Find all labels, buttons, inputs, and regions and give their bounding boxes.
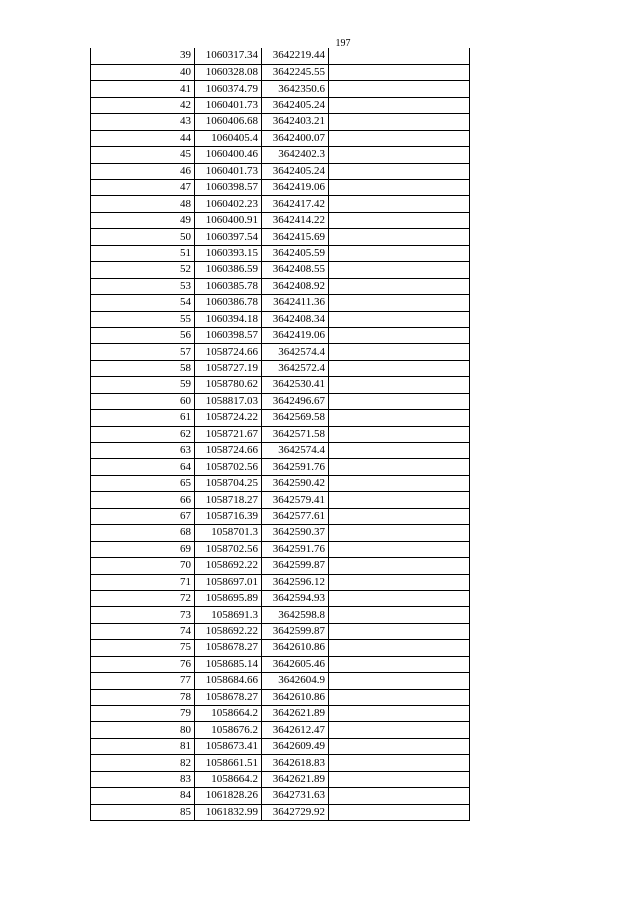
- y-coordinate-cell: 3642530.41: [262, 377, 329, 393]
- x-coordinate-cell: 1058721.67: [195, 426, 262, 442]
- empty-cell: [329, 508, 470, 524]
- point-number-cell: 70: [91, 558, 195, 574]
- point-number-cell: 49: [91, 212, 195, 228]
- empty-cell: [329, 640, 470, 656]
- x-coordinate-cell: 1061828.26: [195, 788, 262, 804]
- x-coordinate-cell: 1058661.51: [195, 755, 262, 771]
- x-coordinate-cell: 1058673.41: [195, 738, 262, 754]
- empty-cell: [329, 426, 470, 442]
- y-coordinate-cell: 3642577.61: [262, 508, 329, 524]
- x-coordinate-cell: 1060405.4: [195, 130, 262, 146]
- table-row: [91, 114, 470, 130]
- table-row: [91, 673, 470, 689]
- point-number-cell: 77: [91, 673, 195, 689]
- x-coordinate-cell: 1060328.08: [195, 64, 262, 80]
- y-coordinate-cell: 3642604.9: [262, 673, 329, 689]
- table-row: [91, 492, 470, 508]
- coordinate-table-body: [91, 48, 470, 821]
- y-coordinate-cell: 3642411.36: [262, 295, 329, 311]
- empty-cell: [329, 229, 470, 245]
- table-row: [91, 788, 470, 804]
- x-coordinate-cell: 1058724.66: [195, 344, 262, 360]
- point-number-cell: 53: [91, 278, 195, 294]
- empty-cell: [329, 311, 470, 327]
- point-number-cell: 65: [91, 475, 195, 491]
- empty-cell: [329, 147, 470, 163]
- point-number-cell: 55: [91, 311, 195, 327]
- table-row: [91, 508, 470, 524]
- table-row: [91, 541, 470, 557]
- empty-cell: [329, 114, 470, 130]
- table-row: [91, 640, 470, 656]
- point-number-cell: 51: [91, 245, 195, 261]
- x-coordinate-cell: 1058685.14: [195, 656, 262, 672]
- point-number-cell: 68: [91, 525, 195, 541]
- table-row: [91, 607, 470, 623]
- y-coordinate-cell: 3642731.63: [262, 788, 329, 804]
- x-coordinate-cell: 1060406.68: [195, 114, 262, 130]
- y-coordinate-cell: 3642621.89: [262, 706, 329, 722]
- point-number-cell: 45: [91, 147, 195, 163]
- y-coordinate-cell: 3642419.06: [262, 327, 329, 343]
- table-row: [91, 327, 470, 343]
- x-coordinate-cell: 1058780.62: [195, 377, 262, 393]
- y-coordinate-cell: 3642605.46: [262, 656, 329, 672]
- empty-cell: [329, 262, 470, 278]
- empty-cell: [329, 771, 470, 787]
- point-number-cell: 47: [91, 180, 195, 196]
- x-coordinate-cell: 1060401.73: [195, 97, 262, 113]
- empty-cell: [329, 722, 470, 738]
- x-coordinate-cell: 1058724.66: [195, 443, 262, 459]
- y-coordinate-cell: 3642414.22: [262, 212, 329, 228]
- point-number-cell: 75: [91, 640, 195, 656]
- y-coordinate-cell: 3642219.44: [262, 48, 329, 64]
- y-coordinate-cell: 3642590.42: [262, 475, 329, 491]
- point-number-cell: 83: [91, 771, 195, 787]
- x-coordinate-cell: 1058692.22: [195, 558, 262, 574]
- point-number-cell: 54: [91, 295, 195, 311]
- table-row: [91, 525, 470, 541]
- table-row: [91, 426, 470, 442]
- table-row: [91, 262, 470, 278]
- empty-cell: [329, 804, 470, 820]
- y-coordinate-cell: 3642599.87: [262, 558, 329, 574]
- empty-cell: [329, 541, 470, 557]
- x-coordinate-cell: 1060386.78: [195, 295, 262, 311]
- table-row: [91, 81, 470, 97]
- table-row: [91, 278, 470, 294]
- y-coordinate-cell: 3642596.12: [262, 574, 329, 590]
- table-row: [91, 459, 470, 475]
- y-coordinate-cell: 3642610.86: [262, 640, 329, 656]
- x-coordinate-cell: 1060402.23: [195, 196, 262, 212]
- x-coordinate-cell: 1058691.3: [195, 607, 262, 623]
- point-number-cell: 43: [91, 114, 195, 130]
- coordinate-table: [90, 48, 470, 821]
- y-coordinate-cell: 3642599.87: [262, 623, 329, 639]
- table-row: [91, 344, 470, 360]
- x-coordinate-cell: 1058695.89: [195, 590, 262, 606]
- point-number-cell: 63: [91, 443, 195, 459]
- point-number-cell: 44: [91, 130, 195, 146]
- y-coordinate-cell: 3642408.34: [262, 311, 329, 327]
- point-number-cell: 48: [91, 196, 195, 212]
- empty-cell: [329, 755, 470, 771]
- table-row: [91, 443, 470, 459]
- x-coordinate-cell: 1058697.01: [195, 574, 262, 590]
- table-row: [91, 771, 470, 787]
- table-row: [91, 475, 470, 491]
- empty-cell: [329, 163, 470, 179]
- empty-cell: [329, 245, 470, 261]
- empty-cell: [329, 278, 470, 294]
- empty-cell: [329, 788, 470, 804]
- y-coordinate-cell: 3642405.59: [262, 245, 329, 261]
- y-coordinate-cell: 3642405.24: [262, 97, 329, 113]
- x-coordinate-cell: 1058664.2: [195, 706, 262, 722]
- x-coordinate-cell: 1060397.54: [195, 229, 262, 245]
- empty-cell: [329, 558, 470, 574]
- point-number-cell: 57: [91, 344, 195, 360]
- table-row: [91, 689, 470, 705]
- table-row: [91, 97, 470, 113]
- y-coordinate-cell: 3642408.55: [262, 262, 329, 278]
- point-number-cell: 41: [91, 81, 195, 97]
- y-coordinate-cell: 3642400.07: [262, 130, 329, 146]
- point-number-cell: 84: [91, 788, 195, 804]
- point-number-cell: 59: [91, 377, 195, 393]
- x-coordinate-cell: 1058678.27: [195, 689, 262, 705]
- x-coordinate-cell: 1058664.2: [195, 771, 262, 787]
- point-number-cell: 40: [91, 64, 195, 80]
- point-number-cell: 69: [91, 541, 195, 557]
- x-coordinate-cell: 1058678.27: [195, 640, 262, 656]
- point-number-cell: 64: [91, 459, 195, 475]
- empty-cell: [329, 327, 470, 343]
- y-coordinate-cell: 3642621.89: [262, 771, 329, 787]
- point-number-cell: 60: [91, 393, 195, 409]
- y-coordinate-cell: 3642350.6: [262, 81, 329, 97]
- x-coordinate-cell: 1060385.78: [195, 278, 262, 294]
- x-coordinate-cell: 1058716.39: [195, 508, 262, 524]
- x-coordinate-cell: 1058724.22: [195, 410, 262, 426]
- empty-cell: [329, 64, 470, 80]
- y-coordinate-cell: 3642609.49: [262, 738, 329, 754]
- table-row: [91, 706, 470, 722]
- point-number-cell: 67: [91, 508, 195, 524]
- table-row: [91, 574, 470, 590]
- empty-cell: [329, 475, 470, 491]
- x-coordinate-cell: 1058702.56: [195, 459, 262, 475]
- empty-cell: [329, 459, 470, 475]
- table-row: [91, 804, 470, 820]
- table-row: [91, 212, 470, 228]
- table-row: [91, 163, 470, 179]
- table-row: [91, 755, 470, 771]
- y-coordinate-cell: 3642417.42: [262, 196, 329, 212]
- empty-cell: [329, 706, 470, 722]
- y-coordinate-cell: 3642405.24: [262, 163, 329, 179]
- x-coordinate-cell: 1060317.34: [195, 48, 262, 64]
- point-number-cell: 46: [91, 163, 195, 179]
- point-number-cell: 71: [91, 574, 195, 590]
- x-coordinate-cell: 1060398.57: [195, 327, 262, 343]
- x-coordinate-cell: 1060398.57: [195, 180, 262, 196]
- page-number: 197: [335, 38, 351, 49]
- y-coordinate-cell: 3642419.06: [262, 180, 329, 196]
- empty-cell: [329, 393, 470, 409]
- y-coordinate-cell: 3642610.86: [262, 689, 329, 705]
- x-coordinate-cell: 1058718.27: [195, 492, 262, 508]
- table-row: [91, 130, 470, 146]
- point-number-cell: 62: [91, 426, 195, 442]
- y-coordinate-cell: 3642729.92: [262, 804, 329, 820]
- y-coordinate-cell: 3642574.4: [262, 344, 329, 360]
- point-number-cell: 42: [91, 97, 195, 113]
- table-row: [91, 311, 470, 327]
- empty-cell: [329, 212, 470, 228]
- y-coordinate-cell: 3642403.21: [262, 114, 329, 130]
- table-row: [91, 393, 470, 409]
- x-coordinate-cell: 1060400.46: [195, 147, 262, 163]
- table-row: [91, 590, 470, 606]
- table-row: [91, 722, 470, 738]
- point-number-cell: 50: [91, 229, 195, 245]
- empty-cell: [329, 623, 470, 639]
- y-coordinate-cell: 3642408.92: [262, 278, 329, 294]
- table-row: [91, 410, 470, 426]
- table-row: [91, 623, 470, 639]
- x-coordinate-cell: 1058727.19: [195, 360, 262, 376]
- y-coordinate-cell: 3642591.76: [262, 541, 329, 557]
- y-coordinate-cell: 3642591.76: [262, 459, 329, 475]
- x-coordinate-cell: 1058684.66: [195, 673, 262, 689]
- x-coordinate-cell: 1060386.59: [195, 262, 262, 278]
- point-number-cell: 52: [91, 262, 195, 278]
- y-coordinate-cell: 3642598.8: [262, 607, 329, 623]
- table-row: [91, 180, 470, 196]
- empty-cell: [329, 196, 470, 212]
- y-coordinate-cell: 3642245.55: [262, 64, 329, 80]
- empty-cell: [329, 344, 470, 360]
- empty-cell: [329, 295, 470, 311]
- empty-cell: [329, 525, 470, 541]
- point-number-cell: 85: [91, 804, 195, 820]
- point-number-cell: 82: [91, 755, 195, 771]
- point-number-cell: 80: [91, 722, 195, 738]
- x-coordinate-cell: 1060394.18: [195, 311, 262, 327]
- y-coordinate-cell: 3642496.67: [262, 393, 329, 409]
- table-row: [91, 229, 470, 245]
- table-row: [91, 245, 470, 261]
- empty-cell: [329, 443, 470, 459]
- point-number-cell: 58: [91, 360, 195, 376]
- y-coordinate-cell: 3642402.3: [262, 147, 329, 163]
- x-coordinate-cell: 1061832.99: [195, 804, 262, 820]
- empty-cell: [329, 81, 470, 97]
- empty-cell: [329, 607, 470, 623]
- empty-cell: [329, 377, 470, 393]
- point-number-cell: 76: [91, 656, 195, 672]
- empty-cell: [329, 130, 470, 146]
- point-number-cell: 39: [91, 48, 195, 64]
- empty-cell: [329, 180, 470, 196]
- table-row: [91, 295, 470, 311]
- table-row: [91, 656, 470, 672]
- empty-cell: [329, 656, 470, 672]
- empty-cell: [329, 590, 470, 606]
- x-coordinate-cell: 1060400.91: [195, 212, 262, 228]
- empty-cell: [329, 48, 470, 64]
- point-number-cell: 74: [91, 623, 195, 639]
- x-coordinate-cell: 1060374.79: [195, 81, 262, 97]
- empty-cell: [329, 410, 470, 426]
- x-coordinate-cell: 1058702.56: [195, 541, 262, 557]
- x-coordinate-cell: 1058701.3: [195, 525, 262, 541]
- point-number-cell: 72: [91, 590, 195, 606]
- empty-cell: [329, 738, 470, 754]
- y-coordinate-cell: 3642569.58: [262, 410, 329, 426]
- y-coordinate-cell: 3642618.83: [262, 755, 329, 771]
- table-row: [91, 64, 470, 80]
- table-row: [91, 360, 470, 376]
- y-coordinate-cell: 3642594.93: [262, 590, 329, 606]
- y-coordinate-cell: 3642571.58: [262, 426, 329, 442]
- y-coordinate-cell: 3642572.4: [262, 360, 329, 376]
- point-number-cell: 61: [91, 410, 195, 426]
- x-coordinate-cell: 1060393.15: [195, 245, 262, 261]
- x-coordinate-cell: 1058692.22: [195, 623, 262, 639]
- table-row: [91, 738, 470, 754]
- empty-cell: [329, 689, 470, 705]
- table-row: [91, 558, 470, 574]
- point-number-cell: 66: [91, 492, 195, 508]
- empty-cell: [329, 574, 470, 590]
- x-coordinate-cell: 1060401.73: [195, 163, 262, 179]
- y-coordinate-cell: 3642415.69: [262, 229, 329, 245]
- y-coordinate-cell: 3642590.37: [262, 525, 329, 541]
- y-coordinate-cell: 3642574.4: [262, 443, 329, 459]
- x-coordinate-cell: 1058817.03: [195, 393, 262, 409]
- empty-cell: [329, 492, 470, 508]
- y-coordinate-cell: 3642579.41: [262, 492, 329, 508]
- table-row: [91, 377, 470, 393]
- point-number-cell: 78: [91, 689, 195, 705]
- table-row: [91, 48, 470, 64]
- point-number-cell: 81: [91, 738, 195, 754]
- empty-cell: [329, 97, 470, 113]
- table-row: [91, 147, 470, 163]
- point-number-cell: 73: [91, 607, 195, 623]
- table-row: [91, 196, 470, 212]
- x-coordinate-cell: 1058676.2: [195, 722, 262, 738]
- point-number-cell: 56: [91, 327, 195, 343]
- empty-cell: [329, 673, 470, 689]
- empty-cell: [329, 360, 470, 376]
- point-number-cell: 79: [91, 706, 195, 722]
- x-coordinate-cell: 1058704.25: [195, 475, 262, 491]
- y-coordinate-cell: 3642612.47: [262, 722, 329, 738]
